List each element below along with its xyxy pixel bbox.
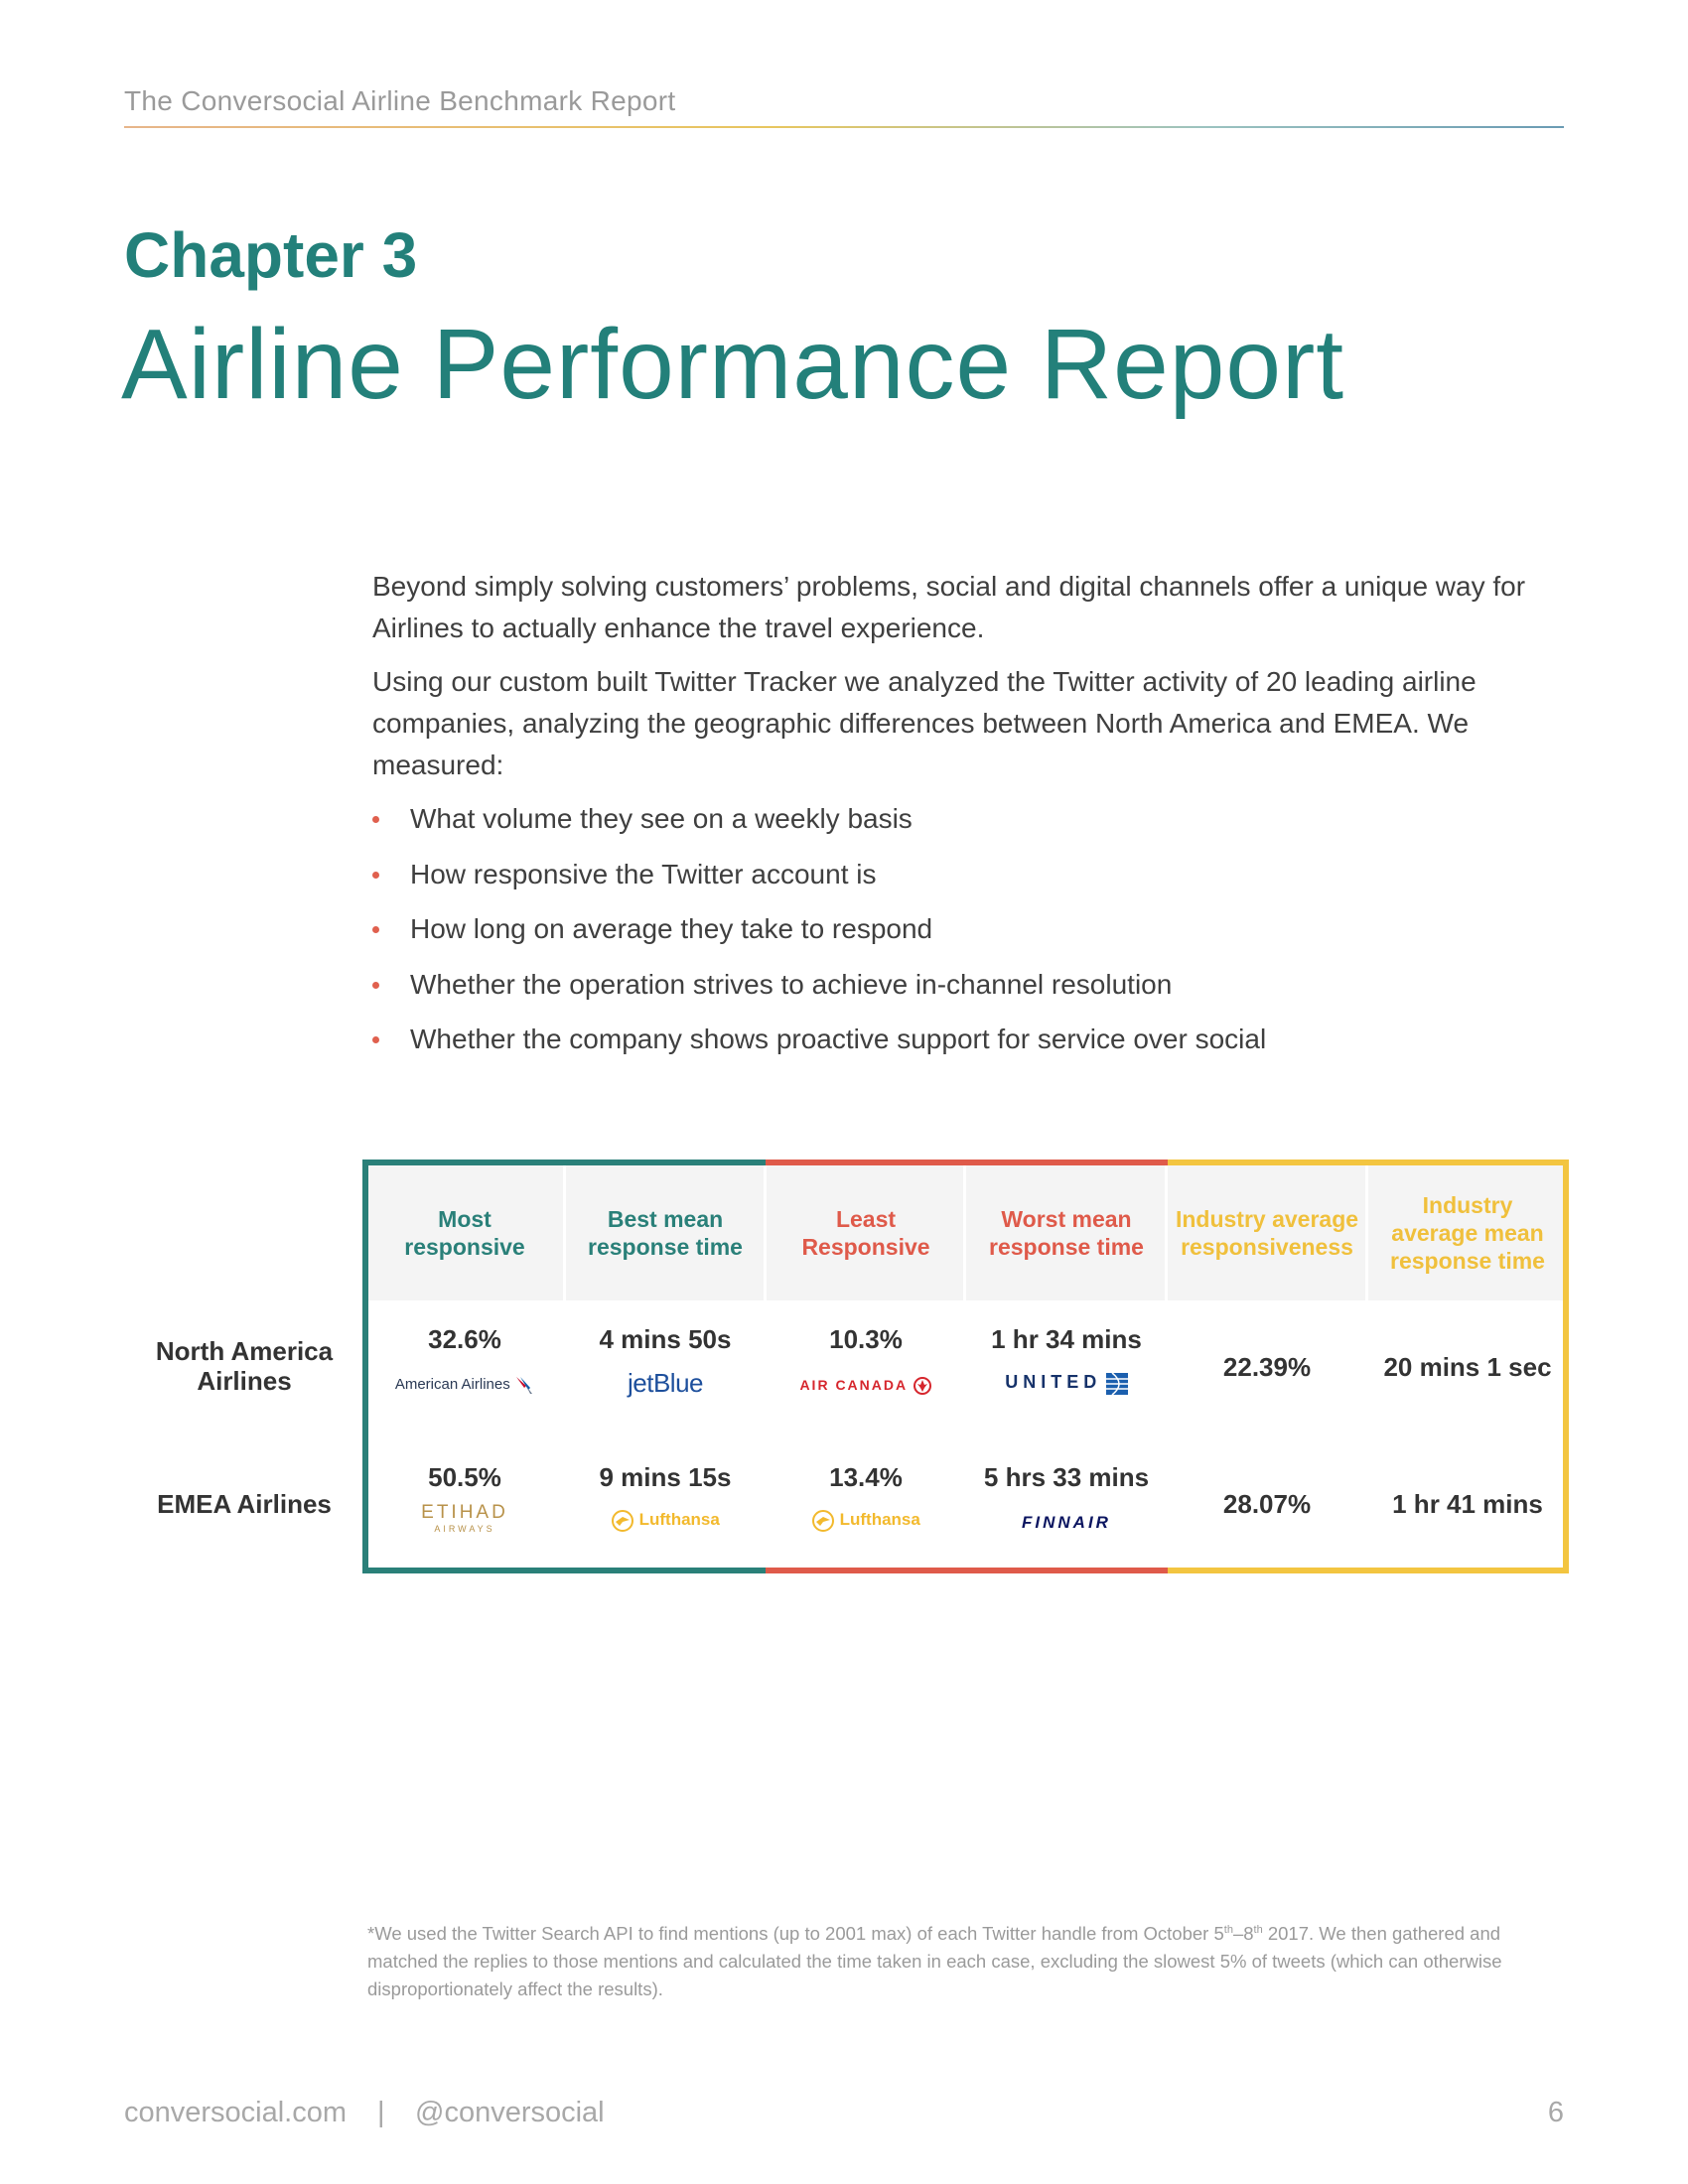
page-title: Airline Performance Report <box>121 309 1345 420</box>
finnair-logo: FINNAIR <box>1022 1513 1111 1532</box>
table-cell: 5 hrs 33 mins <box>983 1462 1150 1492</box>
header-rule <box>124 126 1564 128</box>
row-label-north-america: North America Airlines <box>155 1336 334 1396</box>
list-item <box>372 855 1544 910</box>
crane-icon <box>611 1509 634 1533</box>
table-cell: 13.4% <box>829 1462 903 1492</box>
list-item <box>372 909 1544 965</box>
table-cell: 1 hr 34 mins <box>991 1324 1142 1354</box>
chapter-label: Chapter 3 <box>124 219 418 291</box>
list-item <box>372 965 1544 1021</box>
footer-website-link[interactable]: conversocial.com <box>124 2097 348 2128</box>
table-cell: 4 mins 50s <box>599 1324 732 1354</box>
lufthansa-logo: Lufthansa <box>566 1509 765 1533</box>
intro-paragraph-1: Beyond simply solving customers’ problems, social and digital channels offer a unique way for Airlines to actually enhance the travel experience. <box>372 571 1526 643</box>
footer-separator: | <box>377 2097 385 2128</box>
measures-list <box>372 799 1544 1075</box>
row-label-emea: EMEA Airlines <box>157 1489 332 1519</box>
column-header-industry-average-mean-response-time: Industry average mean response time <box>1390 1192 1545 1274</box>
bullet-dot-icon <box>372 872 379 879</box>
bullet-dot-icon <box>372 982 379 989</box>
lufthansa-logo: Lufthansa <box>767 1509 965 1533</box>
eagle-icon <box>514 1374 534 1396</box>
table-cell: 9 mins 15s <box>599 1462 732 1492</box>
column-header-worst-mean-response-time: Worst mean response time <box>989 1206 1144 1260</box>
globe-icon <box>1106 1373 1128 1395</box>
list-item-text: Whether the company shows proactive support for service over social <box>410 1024 1267 1054</box>
table-cell: 20 mins 1 sec <box>1383 1352 1552 1382</box>
bullet-dot-icon <box>372 926 379 933</box>
list-item-text: How responsive the Twitter account is <box>410 858 877 889</box>
footer-twitter-handle-link[interactable]: @conversocial <box>415 2097 605 2128</box>
bullet-dot-icon <box>372 1036 379 1043</box>
united-logo: UNITED <box>967 1372 1166 1395</box>
crane-icon <box>811 1509 835 1533</box>
air-canada-logo: AIR CANADA <box>767 1376 965 1396</box>
table-cell: 1 hr 41 mins <box>1392 1489 1543 1519</box>
table-cell: 50.5% <box>428 1462 501 1492</box>
page-number: 6 <box>1547 2097 1564 2128</box>
table-cell: 22.39% <box>1222 1352 1312 1382</box>
list-item <box>372 1020 1544 1075</box>
table-cell: 32.6% <box>428 1324 501 1354</box>
maple-leaf-icon <box>913 1376 932 1396</box>
table-cell: 28.07% <box>1222 1489 1312 1519</box>
list-item-text: Whether the operation strives to achieve in-channel resolution <box>410 968 1173 1000</box>
column-header-best-mean-response-time: Best mean response time <box>588 1206 743 1260</box>
report-header-title: The Conversocial Airline Benchmark Report <box>124 85 676 116</box>
intro-paragraph-2: Using our custom built Twitter Tracker we analyzed the Twitter activity of 20 leading airline companies, analyzing the geographic differences between North America and EMEA. We measured: <box>372 666 1477 780</box>
american-airlines-logo: American Airlines <box>365 1374 564 1396</box>
list-item-text: What volume they see on a weekly basis <box>410 803 913 834</box>
column-header-industry-average-responsiveness: Industry average responsiveness <box>1175 1206 1359 1260</box>
jetblue-logo: jetBlue <box>628 1368 703 1398</box>
list-item <box>372 799 1544 855</box>
methodology-footnote: *We used the Twitter Search API to find mentions (up to 2001 max) of each Twitter handle from October 5th–8th 2017. We then gathered and matched the replies to those mentions and calculated the time taken in each case, excluding the slowest 5% of tweets (which can otherwise disproportionately affect the results). <box>367 1923 1502 2000</box>
etihad-logo: ETIHAD AIRWAYS <box>421 1502 508 1534</box>
bullet-dot-icon <box>372 816 379 823</box>
table-cell: 10.3% <box>829 1324 903 1354</box>
column-header-most-responsive: Most responsive <box>404 1206 525 1260</box>
list-item-text: How long on average they take to respond <box>410 913 933 944</box>
column-header-least-responsive: Least Responsive <box>801 1206 930 1260</box>
